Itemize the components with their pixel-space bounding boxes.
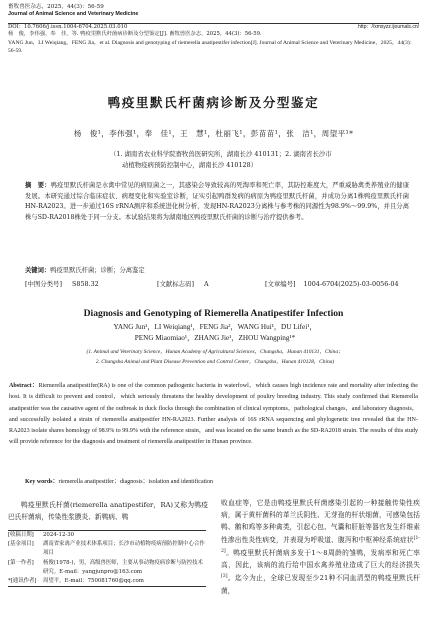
author-line: YANG Jun¹，LI Weiqiang¹，FENG Jia²，WANG Hui¹，DU Lifei¹， bbox=[113, 323, 317, 331]
article-number-label: [文章编号] bbox=[265, 280, 296, 288]
footnote-label: [收稿日期] bbox=[8, 532, 34, 538]
affiliation-line: （1. 湖南省农业科学院畜牧兽医研究所，湖南长沙 410131；2. 湖南省长沙市 bbox=[110, 150, 332, 158]
fund-row bbox=[8, 540, 206, 558]
affiliations-english bbox=[35, 347, 395, 367]
abstract-text: 鸭疫里默氏杆菌是水禽中常见的病原菌之一，其感染会导致较高的死淘率和死亡率，其防控难度大，严重威胁禽类养殖业的健康发展。本研究通过综合临床症状、病理变化和实验室诊断，证实引起鸭群发病的病原为鸭疫里默氏杆菌，并成功分离1株鸭疫里默氏杆菌 HN-RA2023。进一步通过16S rRNA测序和系统进化树分析，发现HN-RA2023分离株与参考株的同源性为98.9%～99.9%，并且分离株与SD-RA2018株处于同一分支。本试验结果将为湖南地区鸭疫里默氏杆菌的诊断与治疗提供参考。 bbox=[25, 182, 410, 221]
affiliations-chinese bbox=[110, 149, 370, 171]
document-code bbox=[157, 279, 209, 288]
journal-header bbox=[8, 4, 419, 18]
footnote-label: [第一作者] bbox=[8, 559, 34, 566]
affiliation-line: (1. Animal and Veterinary Science，Hunan Academy of Agricultural Sciences，Changsha，Hunan 410131，China； bbox=[86, 349, 344, 355]
article-number-value: 1004-6704(2025)-03-0056-04 bbox=[303, 280, 399, 288]
authors-chinese: 杨 俊¹，李伟强¹，奉 佳¹，王 慧¹，杜丽飞¹，彭苗苗¹，张 洁¹，周望平¹* bbox=[73, 129, 354, 138]
doc-code-value: A bbox=[204, 280, 209, 288]
keywords-text: 鸭疫里默氏杆菌；诊断；分离鉴定 bbox=[50, 267, 145, 274]
body-text-right bbox=[221, 497, 420, 597]
clc-value: S858.32 bbox=[72, 280, 99, 288]
keywords-label: 关键词： bbox=[25, 267, 51, 274]
received-date-row bbox=[8, 531, 206, 540]
affiliation-line: 2. Changsha Animal and Plant Disease Prevention and Control Center，Changsha，Hunan 410128，China) bbox=[95, 359, 335, 365]
affiliation-line: 动植物疫病预防控制中心，湖南长沙 410128） bbox=[122, 161, 258, 169]
abstract-chinese bbox=[25, 181, 409, 223]
clc-label: [中图分类号] bbox=[25, 280, 62, 288]
journal-english-name: Journal of Animal Science and Veterinary Medicine bbox=[8, 11, 139, 17]
footnote-value: 2024-12-30 bbox=[43, 532, 75, 538]
body-text: 。鸭疫里默氏杆菌病多发于1～8周龄的雏鸭，发病率和死亡率高，因此，该病的流行给中国水禽养殖业造成了巨大的经济损失 bbox=[221, 549, 420, 570]
paper-title-english: Diagnosis and Genotyping of Riemerella Anatipestifer Infection bbox=[83, 308, 344, 319]
body-text: 败血症等，它是由鸭疫里默氏杆菌感染引起的一种接触传染性疾病，属于黄杆菌科的革兰氏阴性、无芽孢的杆状细菌，可感染包括鸭、鹅和鸡等多种禽类，引起心包、气囊和肝脏等器官发生纤维素性渗出性炎性病变，并表现为呼吸道、腹泻和中枢神经系统症状 bbox=[221, 499, 420, 545]
abstract-english bbox=[9, 381, 418, 449]
abstract-text: Riemerella anatipestifer(RA) is one of the common pathogenic bacteria in waterfowl，which causes high incidence rate and mortality after infecting the host. It is difficult to prevent and control，which seriously threatens the healthy development of poultry breeding industry. This study confirmed that Riemerella anatipestifer was the causative agent of the outbreak in duck flocks through the combination of clinical symptoms，pathological changes，and laboratory diagnosis，and successfully isolated a strain of riemerella anatipestifer HN-RA2023. Further analysis of 16S rRNA sequencing and phylogenetic tree revealed that the HN-RA2023 isolate shares homology of 98.9% to 99.9% with the reference strain，and was located on the same branch as the SD-RA2018 strain. The results of this study will provide reference for the diagnosis and treatment of riemerella anatipestifer in Hunan province. bbox=[9, 383, 418, 446]
author-line: PENG Miaomiao¹，ZHANG Jie¹，ZHOU Wangping¹* bbox=[134, 334, 296, 342]
footnote-value: 湖南省家禽产业技术体系项目；长沙市动植物疫病预防控制中心合作项目 bbox=[43, 541, 205, 557]
abstract-label: Abstract： bbox=[9, 383, 39, 389]
corresponding-author-row bbox=[8, 577, 206, 586]
citation-english: YANG Jun，LI Weiqiang，FENG Jia，et al. Diagnosis and genotyping of riemerella anatipestifer infection[J]. Journal of Animal Science and Veterinary Medicine，2025，44(3)：56-59. bbox=[8, 40, 416, 54]
article-number bbox=[265, 279, 399, 288]
body-text: 。迄今为止，全球已发现至少21种不同血清型的鸭疫里默氏杆菌， bbox=[221, 574, 420, 595]
footnote-value: 杨俊(1978-)，男，高级兽医师，主要从事动物疫病诊断与防控技术研究。E-mail：yangjunpro@163.com bbox=[43, 559, 203, 575]
journal-issue-line: 畜牧兽医杂志，2025，44(3)：56-59 bbox=[8, 4, 104, 10]
keywords-chinese bbox=[25, 266, 409, 275]
keywords-english bbox=[25, 478, 415, 486]
clc-number bbox=[25, 279, 99, 288]
abstract-label: 摘 要： bbox=[25, 182, 51, 189]
doc-code-label: [文献标志码] bbox=[157, 280, 194, 288]
footnote-box bbox=[8, 530, 206, 587]
paper-title-chinese: 鸭疫里默氏杆菌病诊断及分型鉴定 bbox=[107, 95, 320, 110]
doi-line bbox=[8, 24, 419, 31]
footnote-value: 周望平，E-mail：750081760@qq.com bbox=[43, 578, 144, 585]
body-text-left bbox=[8, 500, 208, 523]
doi-text: DOI：10.7606/j.issn.1004-6704.2025.03.010 bbox=[8, 24, 128, 30]
reference-link[interactable]: [1-2] bbox=[221, 536, 420, 555]
keywords-text: riemerella anatipestifer；diagnosis；isolation and identification bbox=[58, 479, 213, 485]
footnote-label: [基金项目] bbox=[8, 541, 34, 548]
footnote-label: *[通讯作者] bbox=[8, 578, 37, 585]
authors-english bbox=[70, 322, 360, 344]
first-author-row bbox=[8, 559, 206, 577]
citation-chinese: 杨 俊，李伟强，奉 佳，等. 鸭疫里默氏杆菌病诊断及分型鉴定[J]. 畜牧兽医杂志，2025，44(3)：56-59. bbox=[8, 31, 262, 37]
keywords-label: Key words： bbox=[25, 479, 59, 485]
journal-website-link[interactable]: http：//xmsyzz.ijournals.cn/ bbox=[358, 24, 419, 30]
body-paragraph: 鸭疫里默氏杆菌(riemerella anatipestifer，RA)又称为鸭疫巴氏杆菌病，传染性浆膜炎、新鸭病、鸭 bbox=[8, 501, 208, 521]
reference-link[interactable]: [3] bbox=[221, 574, 228, 580]
